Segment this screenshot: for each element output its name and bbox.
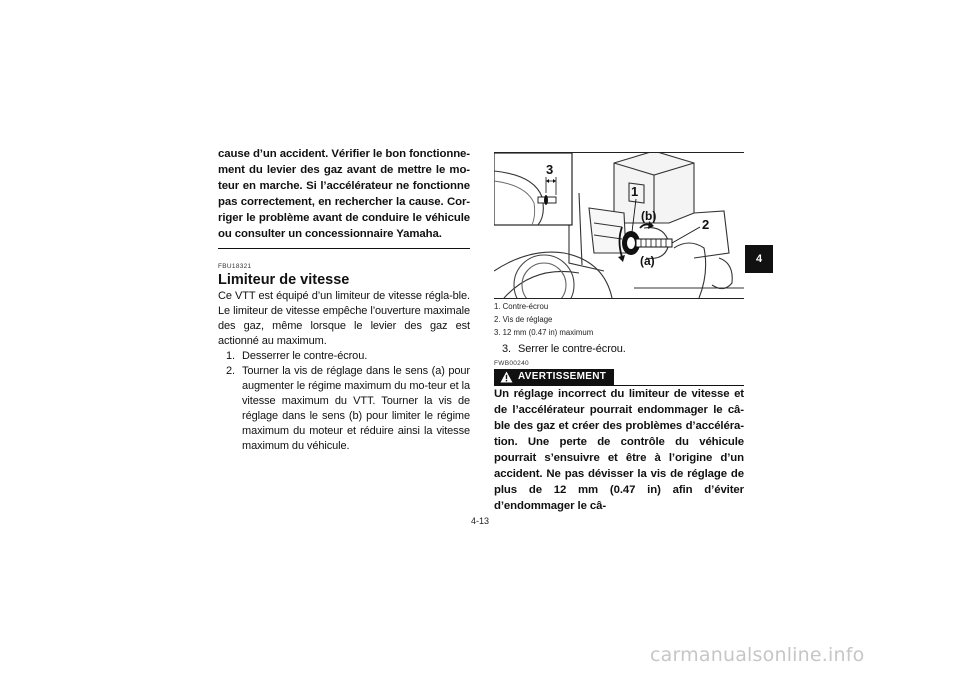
step3-list (494, 342, 744, 357)
section-intro: Ce VTT est équipé d’un limiteur de vitesse régla-ble. Le limiteur de vitesse empêche l’ouverture maximale des gaz, même lorsque le levier des gaz est actionné au maximum. (218, 290, 470, 347)
watermark: carmanualsonline.info (650, 644, 865, 666)
step-number: 3. (502, 343, 511, 355)
figure-captions (494, 300, 744, 339)
warning-text: Un réglage incorrect du limiteur de vitesse et de l’accélérateur pourrait endommager le câ-ble des gaz et créer des problèmes d’accéléra-tion. Une perte de contrôle du véhicule pourrait s’ensuivre et être à l’origine d’un accident. Ne pas dévisser la vis de réglage de plus de 12 mm (0.47 in) afin d’éviter d’endommager le câ- (494, 388, 744, 512)
illustration-svg (494, 153, 744, 298)
caption-item: 2. Vis de réglage (494, 315, 553, 324)
step-item (494, 342, 744, 357)
step-number: 1. (226, 350, 235, 362)
step-text: Serrer le contre-écrou. (518, 343, 626, 355)
label-a: (a) (640, 254, 655, 268)
step-item (218, 349, 470, 364)
step-item (218, 364, 470, 454)
page-number: 4-13 (470, 516, 489, 526)
warning-end-rule (218, 248, 470, 249)
section-code: FBU18321 (218, 263, 252, 270)
throttle-limiter-illustration (494, 152, 744, 299)
label-3: 3 (546, 162, 554, 177)
chapter-tab: 4 (745, 245, 773, 273)
left-column (218, 146, 470, 454)
label-2: 2 (702, 217, 710, 232)
section-title: Limiteur de vitesse (218, 272, 350, 288)
warning-continuation: cause d’un accident. Vérifier le bon fonctionne-ment du levier des gaz avant de mettre le mo-teur en marche. Si l’accélérateur ne fonctionne pas correctement, en rechercher la cause. Cor-riger le problème avant de conduire le véhicule ou consulter un concessionnaire Yamaha. (218, 148, 470, 240)
warning-code: FWB00240 (494, 360, 529, 367)
caption-item: 1. Contre-écrou (494, 302, 549, 311)
steps-list (218, 349, 470, 454)
label-b: (b) (641, 209, 657, 223)
step-number: 2. (226, 365, 235, 377)
step-text: Desserrer le contre-écrou. (242, 350, 368, 362)
warning-label: AVERTISSEMENT (518, 371, 607, 382)
label-1: 1 (631, 184, 639, 199)
warning-badge (494, 369, 614, 385)
caption-item: 3. 12 mm (0.47 in) maximum (494, 328, 594, 337)
step-text: Tourner la vis de réglage dans le sens (a) pour augmenter le régime maximum du mo-teur et la vitesse maximum du VTT. Tourner la vis de réglage dans le sens (b) pour limiter le régime maximum du moteur et réduire ainsi la vitesse maximum du véhicule. (242, 365, 470, 452)
